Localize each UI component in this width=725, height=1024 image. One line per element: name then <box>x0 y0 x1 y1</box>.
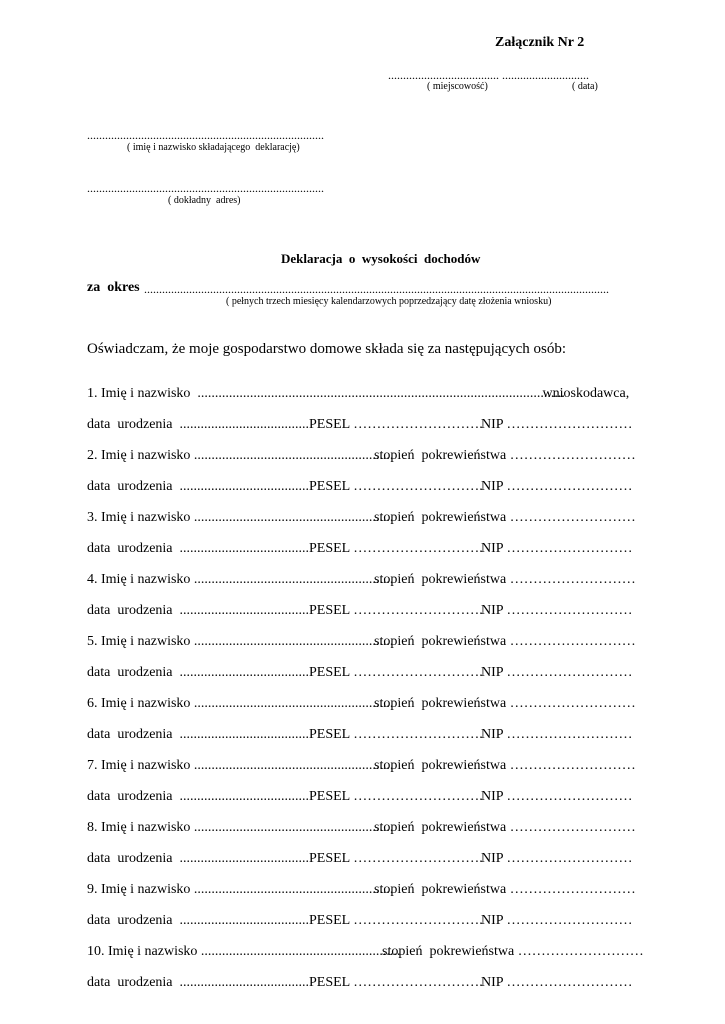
attachment-label: Załącznik Nr 2 <box>495 35 585 50</box>
pesel-field[interactable]: PESEL ………………………. <box>309 975 483 990</box>
birth-date-field[interactable]: data urodzenia ..................................... <box>87 975 310 990</box>
birth-date-field[interactable]: data urodzenia ..................................... <box>87 417 310 432</box>
pesel-field[interactable]: PESEL ………………………. <box>309 603 483 618</box>
nip-field[interactable]: NIP ……………………… <box>481 975 633 990</box>
nip-field[interactable]: NIP ……………………… <box>481 851 633 866</box>
nip-field[interactable]: NIP ……………………… <box>481 913 633 928</box>
applicant-name-caption: ( imię i nazwisko składającego deklarację) <box>127 142 300 153</box>
pesel-field[interactable]: PESEL ………………………. <box>309 479 483 494</box>
nip-field[interactable]: NIP ……………………… <box>481 665 633 680</box>
person-relation-field[interactable]: stopień pokrewieństwa ……………………… <box>374 758 636 773</box>
pesel-field[interactable]: PESEL ………………………. <box>309 541 483 556</box>
person-name-field[interactable]: 7. Imię i nazwisko ......................................................... <box>87 758 394 773</box>
person-relation-field[interactable]: stopień pokrewieństwa ……………………… <box>374 448 636 463</box>
birth-date-field[interactable]: data urodzenia ..................................... <box>87 913 310 928</box>
birth-date-field[interactable]: data urodzenia ..................................... <box>87 541 310 556</box>
applicant-address-field[interactable]: ............................................................................... <box>87 181 324 195</box>
nip-field[interactable]: NIP ……………………… <box>481 479 633 494</box>
birth-date-field[interactable]: data urodzenia ..................................... <box>87 665 310 680</box>
pesel-field[interactable]: PESEL ………………………. <box>309 913 483 928</box>
pesel-field[interactable]: PESEL ………………………. <box>309 665 483 680</box>
person-name-field[interactable]: 8. Imię i nazwisko ......................................................... <box>87 820 394 835</box>
person-name-field[interactable]: 2. Imię i nazwisko ......................................................... <box>87 448 394 463</box>
person-relation-field[interactable]: stopień pokrewieństwa ……………………… <box>382 944 644 959</box>
person-name-field[interactable]: 10. Imię i nazwisko ......................................................... <box>87 944 401 959</box>
pesel-field[interactable]: PESEL ………………………. <box>309 851 483 866</box>
person-name-field[interactable]: 5. Imię i nazwisko ......................................................... <box>87 634 394 649</box>
person-name-field[interactable]: 4. Imię i nazwisko ......................................................... <box>87 572 394 587</box>
person-relation-field[interactable]: stopień pokrewieństwa ……………………… <box>374 882 636 897</box>
person-role-label: wnioskodawca, <box>539 386 630 401</box>
applicant-address-caption: ( dokładny adres) <box>168 195 241 206</box>
intro-statement: Oświadczam, że moje gospodarstwo domowe składa się za następujących osób: <box>87 341 567 357</box>
person-name-field[interactable]: 1. Imię i nazwisko ......................................................................................................... <box>87 386 565 401</box>
birth-date-field[interactable]: data urodzenia ..................................... <box>87 479 310 494</box>
person-name-field[interactable]: 9. Imię i nazwisko ......................................................... <box>87 882 394 897</box>
document-title: Deklaracja o wysokości dochodów <box>281 251 481 266</box>
date-caption: ( data) <box>572 81 598 92</box>
birth-date-field[interactable]: data urodzenia ..................................... <box>87 603 310 618</box>
nip-field[interactable]: NIP ……………………… <box>481 417 633 432</box>
birth-date-field[interactable]: data urodzenia ..................................... <box>87 789 310 804</box>
nip-field[interactable]: NIP ……………………… <box>481 727 633 742</box>
place-caption: ( miejscowość) <box>427 81 488 92</box>
period-label: za okres <box>87 280 140 295</box>
pesel-field[interactable]: PESEL ………………………. <box>309 789 483 804</box>
pesel-field[interactable]: PESEL ………………………. <box>309 417 483 432</box>
nip-field[interactable]: NIP ……………………… <box>481 603 633 618</box>
person-relation-field[interactable]: stopień pokrewieństwa ……………………… <box>374 572 636 587</box>
person-name-field[interactable]: 3. Imię i nazwisko ......................................................... <box>87 510 394 525</box>
place-date-field[interactable]: ..................................... ............................. <box>388 68 589 82</box>
nip-field[interactable]: NIP ……………………… <box>481 789 633 804</box>
person-name-field[interactable]: 6. Imię i nazwisko ......................................................... <box>87 696 394 711</box>
birth-date-field[interactable]: data urodzenia ..................................... <box>87 851 310 866</box>
person-relation-field[interactable]: stopień pokrewieństwa ……………………… <box>374 820 636 835</box>
applicant-name-field[interactable]: ............................................................................... <box>87 128 324 142</box>
person-relation-field[interactable]: stopień pokrewieństwa ……………………… <box>374 634 636 649</box>
person-relation-field[interactable]: stopień pokrewieństwa ……………………… <box>374 696 636 711</box>
period-field[interactable]: ........................................................................................................................................................... <box>144 282 609 296</box>
pesel-field[interactable]: PESEL ………………………. <box>309 727 483 742</box>
period-caption: ( pełnych trzech miesięcy kalendarzowych poprzedzający datę złożenia wniosku) <box>226 296 552 307</box>
birth-date-field[interactable]: data urodzenia ..................................... <box>87 727 310 742</box>
person-relation-field[interactable]: stopień pokrewieństwa ……………………… <box>374 510 636 525</box>
nip-field[interactable]: NIP ……………………… <box>481 541 633 556</box>
